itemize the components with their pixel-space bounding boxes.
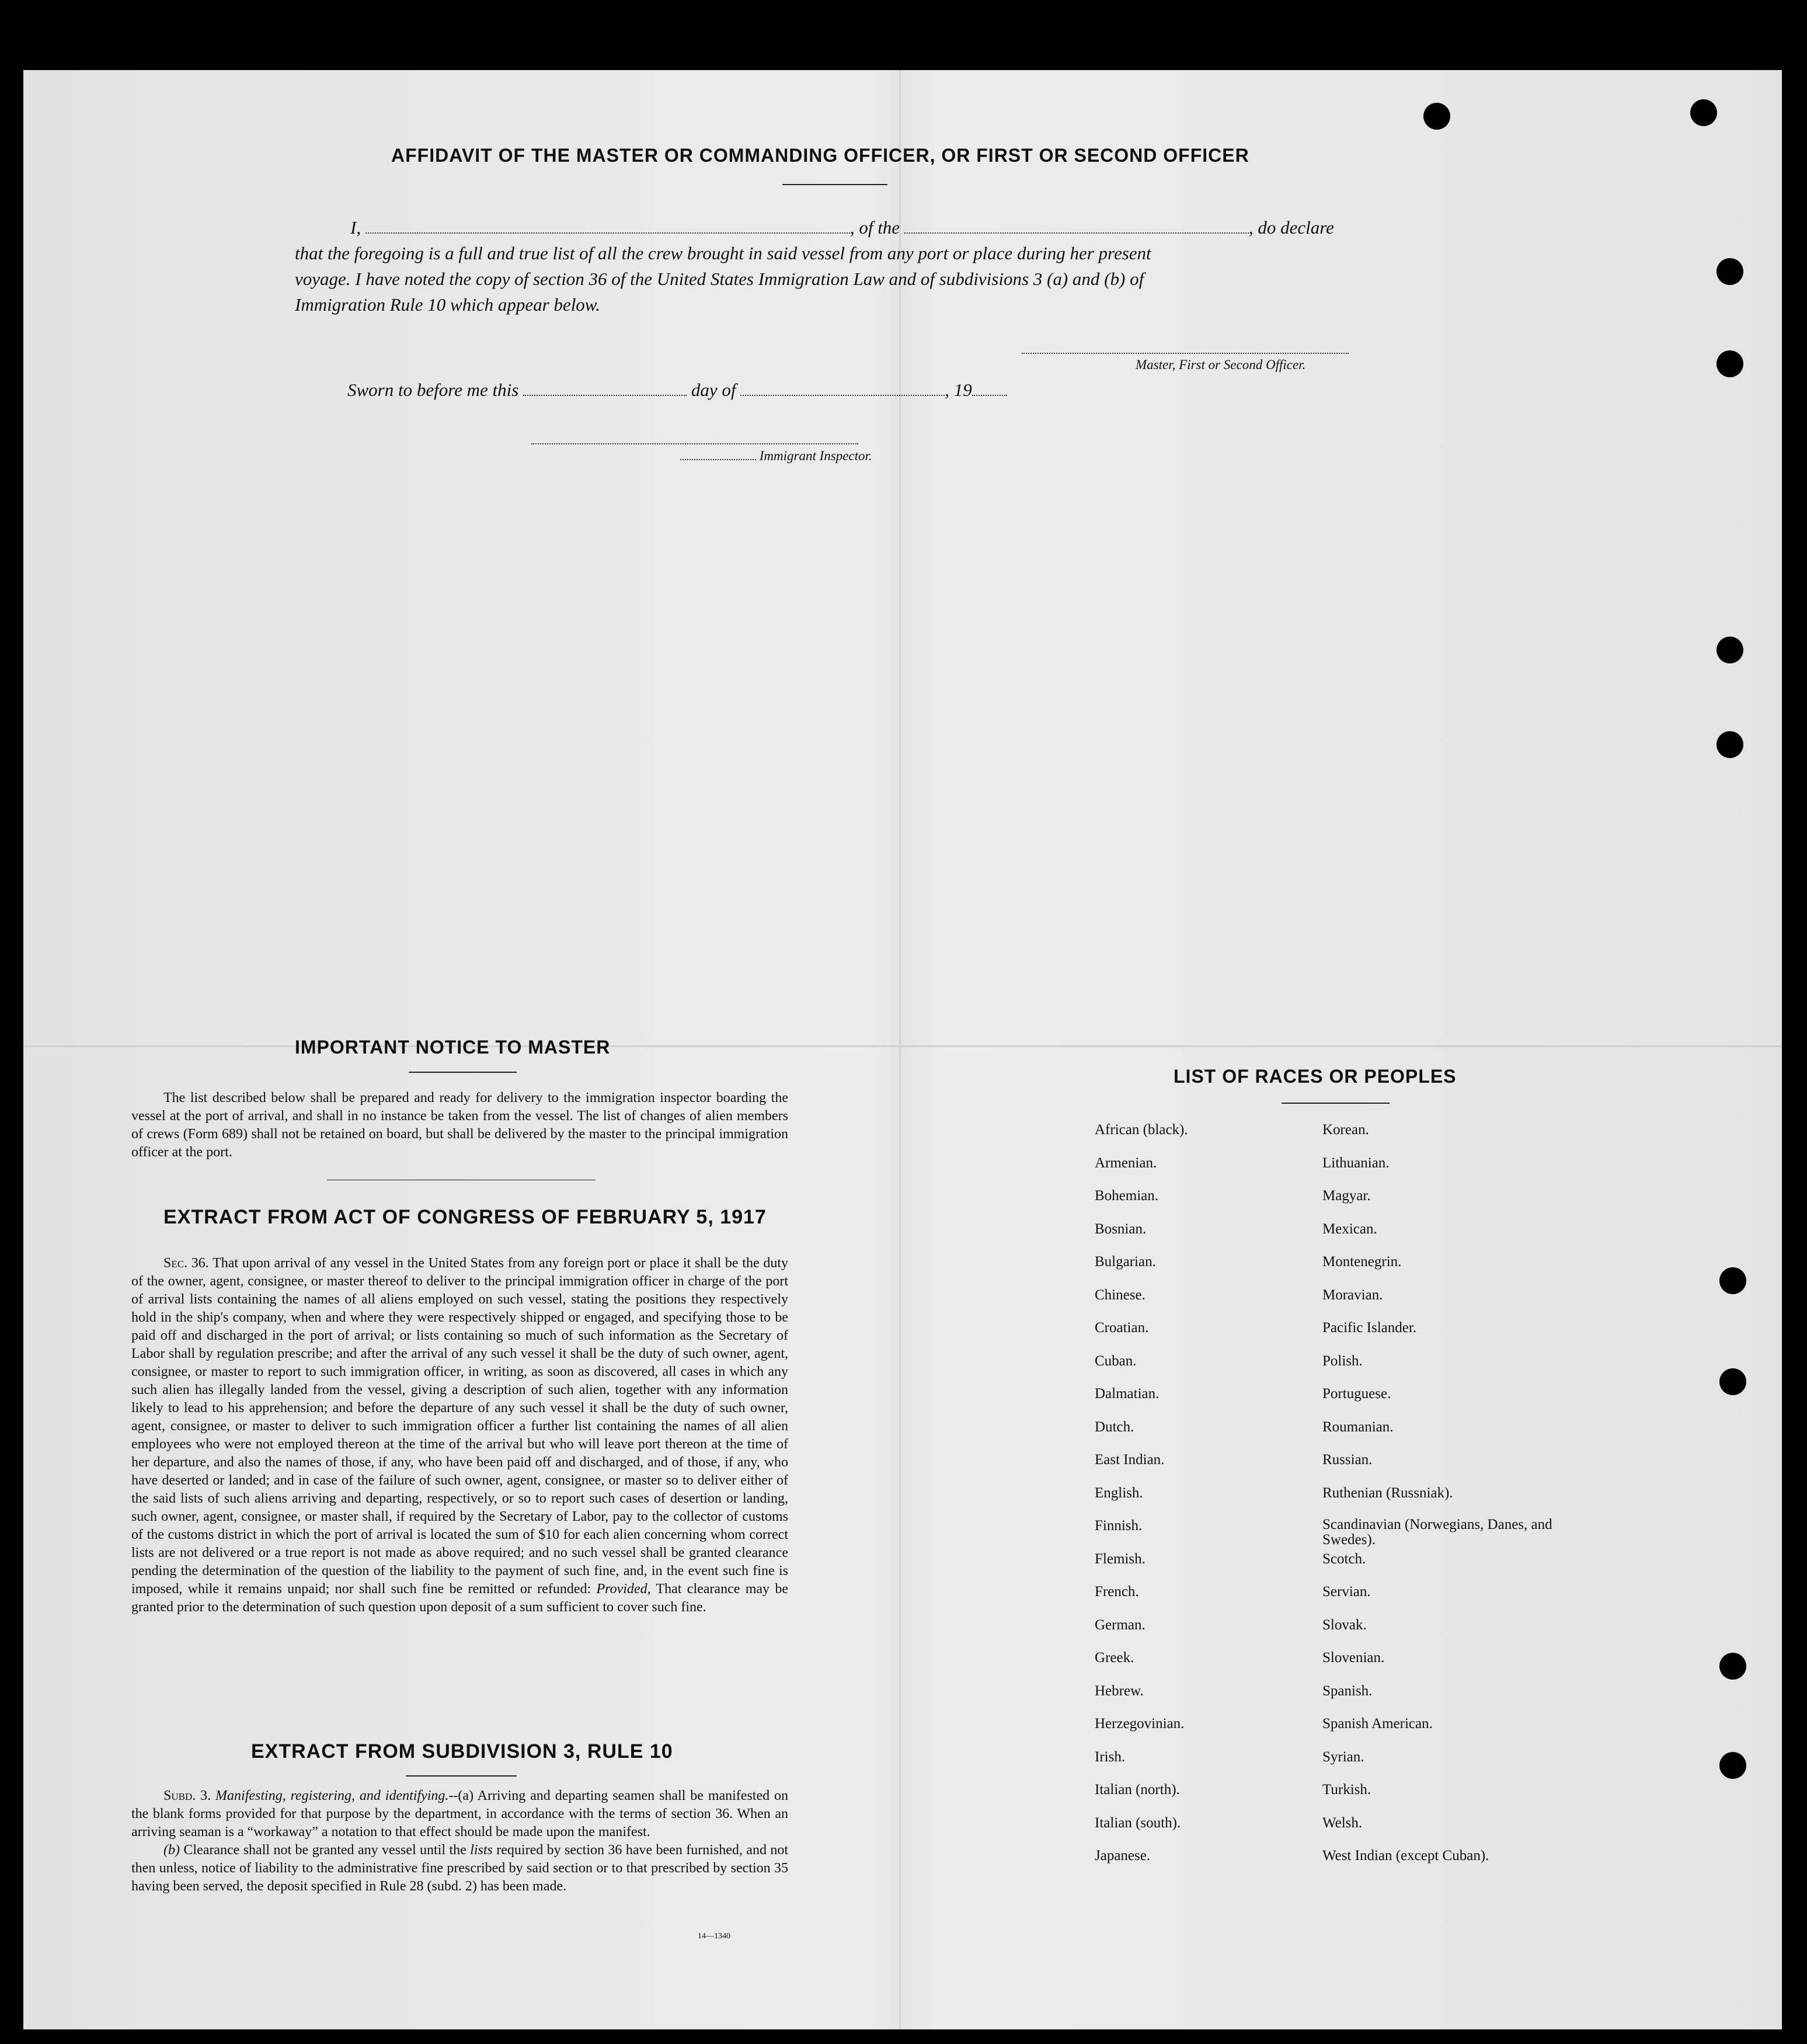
document-page [23,70,1782,2029]
sworn-year-blank[interactable] [972,381,1007,396]
notice-title: IMPORTANT NOTICE TO MASTER [295,1037,611,1058]
race-item: Irish. [1095,1748,1126,1765]
rule-title-rule [406,1775,517,1777]
punch-hole [1719,1653,1746,1680]
race-item: Roumanian. [1322,1419,1394,1435]
race-item: Hebrew. [1095,1683,1144,1699]
year-text: , 19 [945,380,972,400]
race-item: Montenegrin. [1322,1254,1402,1270]
signature-blank[interactable] [1022,339,1349,354]
race-item: Slovenian. [1322,1650,1385,1666]
fold-line-vertical [899,70,901,2029]
punch-hole [1719,1752,1746,1779]
race-item: Cuban. [1095,1353,1137,1369]
race-item: Bohemian. [1095,1188,1159,1204]
rule-b-label: (b) [163,1843,180,1858]
race-item: Lithuanian. [1322,1155,1390,1171]
race-item: Croatian. [1095,1320,1149,1336]
sworn-text: Sworn to before me this [347,380,519,400]
act-sec-label: Sec. 36. [163,1256,209,1271]
race-item: Syrian. [1322,1748,1364,1765]
notice-text [131,1089,788,1162]
punch-hole [1423,103,1450,130]
sworn-line [347,380,1007,401]
affidavit-do-declare: , do declare [1248,217,1334,238]
race-item: Finnish. [1095,1518,1143,1534]
race-item: Japanese. [1095,1848,1151,1864]
race-item: Armenian. [1095,1155,1157,1171]
act-text [131,1254,788,1617]
affidavit-line-1 [350,217,1334,238]
race-item: Spanish American. [1322,1716,1433,1732]
inspector-caption: Immigrant Inspector. [759,449,872,463]
race-item: Scandinavian (Norwegians, Danes, and Swedes). [1322,1517,1552,1548]
act-body-end: That clearance may be granted prior to the determination of such question upon deposit of a sum sufficient to cover such fine. [131,1581,789,1615]
race-item: Mexican. [1322,1221,1377,1237]
affidavit-i: I, [350,217,361,238]
race-item: Herzegovinian. [1095,1716,1185,1732]
race-item: Pacific Islander. [1322,1320,1417,1336]
act-body: That upon arrival of any vessel in the United States from any foreign port or place it shall be the duty of the owner, agent, consignee, or master thereof to deliver to the principal immigration officer in charge of the port of arrival lists containing the names of all aliens employed on such vessel, stating the positions they respectively hold in the ship's company, when and where they were respectively shipped or engaged, and specifying those to be paid off and discharged in the port of arrival; or lists containing so much of such information as the Secretary of Labor shall by regulation prescribe; and after the arrival of any such vessel it shall be the duty of such owner, agent, consignee, or master to report to such immigration officer, in writing, as soon as discovered, all cases in which any such alien has illegally landed from the vessel, giving a description of such alien, together with any information likely to lead to his apprehension; and before the departure of any such vessel it shall be the duty of such owner, agent, consignee, or master to deliver to such immigration officer a further list containing the names of all alien employees who were not employed thereon at the time of the arrival but who will leave port thereon at the time of her departure, and also the names of those, if any, who have been paid off and discharged, and of those, if any, who have deserted or landed; and in case of the failure of such owner, agent, consignee, or master so to deliver either of the said lists of such aliens arriving and departing, respectively, or so to report such cases of desertion or landing, such owner, agent, consignee, or master shall, if required by the Secretary of Labor, pay to the collector of customs of the customs district in which the port of arrival is located the sum of $10 for each alien concerning whom correct lists are not delivered or a true report is not made as above required; and no such vessel shall be granted clearance pending the determination of the question of the liability to the payment of such fine, and, in the event such fine is imposed, while it remains unpaid; nor shall such fine be remitted or refunded: [131,1256,788,1597]
day-of-text: day of [691,380,736,400]
race-item: Polish. [1322,1353,1363,1369]
punch-hole [1719,1368,1746,1395]
affidavit-line-3: voyage. I have noted the copy of section 36 of the United States Immigration Law and of subdivisions 3 (a) and (b) of [295,269,1144,289]
rule-b-text-1: Clearance shall not be granted any vessel until the [183,1843,466,1858]
race-item: Italian (north). [1095,1782,1180,1798]
vessel-blank[interactable] [904,218,1249,234]
sworn-month-blank[interactable] [740,381,945,396]
rule-subd-a [131,1787,788,1841]
races-left-column [1095,1121,1305,1880]
race-item: Portuguese. [1322,1386,1391,1402]
races-right-column [1322,1121,1556,1880]
races-title: LIST OF RACES OR PEOPLES [1174,1066,1457,1087]
sworn-day-blank[interactable] [523,381,687,396]
notice-paragraph: The list described below shall be prepared and ready for delivery to the immigration inspector boarding the vessel at the port of arrival, and shall in no instance be taken from the vessel. The list of changes of alien members of crews (Form 689) shall not be retained on board, but shall be delivered by the master to the principal immigration officer at the port. [131,1090,788,1160]
race-item: Flemish. [1095,1551,1146,1567]
race-item: Bulgarian. [1095,1254,1156,1270]
race-item: Spanish. [1322,1683,1373,1699]
race-item: Welsh. [1322,1814,1363,1831]
punch-hole [1717,731,1743,758]
race-item: Scotch. [1322,1551,1366,1567]
inspector-signature-blank[interactable] [531,429,858,444]
act-provided: Provided, [596,1581,651,1597]
punch-hole [1717,350,1743,377]
rule-text [131,1787,788,1896]
name-blank[interactable] [365,218,850,234]
punch-hole [1690,99,1717,126]
race-item: African (black). [1095,1122,1188,1138]
rule-title: EXTRACT FROM SUBDIVISION 3, RULE 10 [251,1740,673,1763]
race-item: Ruthenian (Russniak). [1322,1485,1453,1501]
race-item: Moravian. [1322,1287,1383,1303]
form-number: 14—1340 [698,1932,730,1941]
act-paragraph [131,1254,788,1617]
rule-subd-heading: Manifesting, registering, and identifying. [215,1788,449,1803]
race-item: Russian. [1322,1452,1373,1468]
race-item: West Indian (except Cuban). [1322,1848,1489,1864]
signature-caption: Master, First or Second Officer. [1136,357,1306,372]
affidavit-line-4: Immigration Rule 10 which appear below. [295,294,600,315]
race-item: Slovak. [1322,1617,1367,1633]
race-item: Chinese. [1095,1287,1146,1303]
affidavit-title: AFFIDAVIT OF THE MASTER OR COMMANDING OFFICER, OR FIRST OR SECOND OFFICER [391,145,1249,166]
notice-title-rule [409,1072,517,1073]
race-item: Bosnian. [1095,1221,1147,1237]
race-item: East Indian. [1095,1452,1165,1468]
races-title-rule [1282,1103,1390,1104]
inspector-caption-line [680,449,872,464]
race-item: Magyar. [1322,1188,1371,1204]
rule-b-text-2: required by section 36 have been furnished, and not then unless, notice of liability to the administrative fine prescribed by said section or to that prescribed by section 35 having been served, the deposit specified in Rule 28 (subd. 2) has been made. [131,1843,789,1894]
fold-line-horizontal [23,1045,1782,1047]
rule-b-lists: lists [470,1843,493,1858]
inspector-caption-dots [680,450,756,460]
race-item: Greek. [1095,1650,1134,1666]
race-item: German. [1095,1617,1146,1633]
rule-subd-label: Subd. 3. [163,1788,211,1803]
affidavit-line-2: that the foregoing is a full and true list of all the crew brought in said vessel from any port or place during her present [295,243,1151,263]
punch-hole [1719,1267,1746,1294]
race-item: Italian (south). [1095,1814,1181,1831]
affidavit-title-rule [782,184,887,185]
act-title: EXTRACT FROM ACT OF CONGRESS OF FEBRUARY 5, 1917 [163,1206,767,1228]
rule-subd-b [131,1841,788,1896]
race-item: Korean. [1322,1122,1369,1138]
race-item: Dutch. [1095,1419,1134,1435]
race-item: French. [1095,1584,1139,1600]
race-item: English. [1095,1485,1143,1501]
affidavit-of-the: , of the [849,217,900,238]
rule-a-text: --(a) Arriving and departing seamen shall be manifested on the blank forms provided for that purpose by the department, in accordance with the terms of section 36. When an arriving seaman is a “workaway” a notation to that effect should be made upon the manifest. [131,1788,788,1840]
punch-hole [1717,258,1743,285]
punch-hole [1717,637,1743,663]
race-item: Servian. [1322,1584,1371,1600]
race-item: Dalmatian. [1095,1386,1160,1402]
race-item: Turkish. [1322,1782,1371,1798]
